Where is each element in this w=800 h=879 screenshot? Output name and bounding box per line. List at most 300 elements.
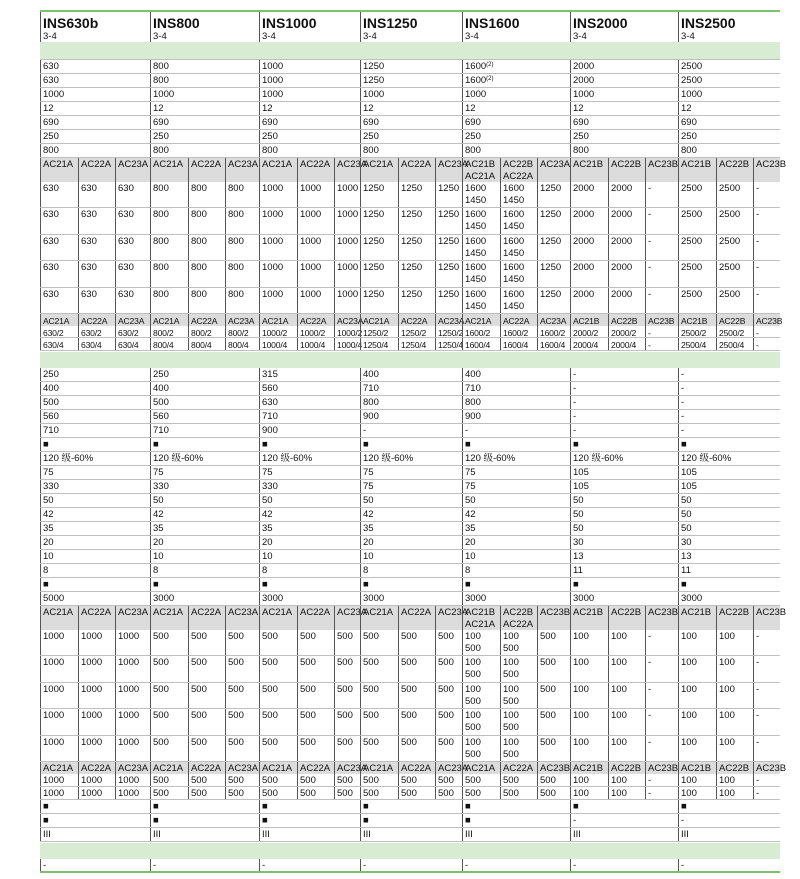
rating-value: 500 — [398, 787, 435, 799]
rating-value: 2500 — [716, 261, 753, 286]
spec-value: 800 — [40, 144, 150, 157]
rating-row — [40, 288, 780, 314]
spec-value: 250 — [462, 130, 570, 143]
pole-rating-value: 1600/2 — [500, 326, 537, 337]
rating-value: 800 — [150, 235, 188, 260]
model-name: INS800 — [150, 12, 259, 30]
category-label: AC21A — [360, 762, 398, 774]
category-label: AC22A — [188, 314, 225, 326]
rating-value: 800 — [225, 288, 259, 313]
spec-value: 630 — [40, 74, 150, 87]
rating-value: - — [753, 683, 780, 708]
spec-value: 5000 — [40, 592, 150, 605]
rating-value: 500 — [398, 774, 435, 786]
rating-value: 630 — [115, 261, 150, 286]
rating-value: 1000 — [334, 182, 360, 207]
category-label: AC23B — [753, 158, 780, 182]
rating-value: 1600 1450 — [462, 182, 500, 207]
spec-value: ■ — [259, 814, 360, 827]
rating-value: 500 — [435, 774, 462, 786]
second-rating-value: 1450 — [465, 221, 487, 233]
spec-value: 120 级-60% — [150, 452, 259, 465]
rating-value: 100 500 — [500, 630, 537, 655]
category-label: AC23B — [645, 606, 678, 630]
category-label: AC23A — [115, 158, 150, 182]
category-label: AC21B AC21A — [462, 158, 500, 182]
second-rating-value: 1450 — [503, 221, 525, 233]
rating-value: 500 — [259, 787, 297, 799]
spec-value: 3000 — [360, 592, 462, 605]
alt-category-label: AC21A — [465, 619, 496, 630]
category-label: AC21A — [150, 606, 188, 630]
spec-value: 800 — [462, 144, 570, 157]
rating-value: 500 — [297, 630, 334, 655]
category-label: AC21A — [150, 314, 188, 326]
spec-row — [40, 424, 780, 438]
rating-value: 100 — [716, 656, 753, 681]
spec-value: - — [678, 410, 780, 423]
spec-value: 20 — [150, 536, 259, 549]
category-label: AC23A — [537, 314, 570, 326]
spec-value: 105 — [570, 480, 678, 493]
spec-value: III — [40, 828, 150, 841]
model-name: INS630b — [40, 12, 150, 30]
second-rating-value: 500 — [465, 695, 481, 707]
pole-rating-value: 2000/2 — [608, 326, 645, 337]
rating-value: 500 — [259, 630, 297, 655]
spec-value: 35 — [259, 522, 360, 535]
spec-row — [40, 536, 780, 550]
rating-value: 1250 — [537, 208, 570, 233]
spec-value: 1000 — [360, 88, 462, 101]
spec-value: 560 — [150, 410, 259, 423]
spec-value: 250 — [150, 368, 259, 381]
rating-value: 1250 — [398, 288, 435, 313]
category-header-row — [40, 606, 787, 630]
spec-value: 50 — [570, 494, 678, 507]
spec-value: ■ — [570, 578, 678, 591]
rating-value: - — [645, 656, 678, 681]
spec-row — [40, 814, 780, 828]
spec-value: ■ — [570, 800, 678, 813]
spec-row — [40, 88, 780, 102]
spec-value: 1250 — [360, 74, 462, 87]
rating-value: 500 — [259, 656, 297, 681]
pole-rating-value: 1600/4 — [500, 338, 537, 350]
spec-value: 42 — [259, 508, 360, 521]
second-rating-value: 500 — [503, 669, 519, 681]
model-name: INS2000 — [570, 12, 678, 30]
rating-value: 2000 — [570, 261, 608, 286]
rating-row — [40, 235, 780, 261]
rating-value: 1000 — [115, 787, 150, 799]
category-label: AC21A — [40, 158, 78, 182]
spec-value: ■ — [360, 438, 462, 451]
rating-value: 1000 — [334, 208, 360, 233]
rating-value: 1250 — [398, 261, 435, 286]
rating-value: 100 — [608, 630, 645, 655]
second-rating-value: 1450 — [503, 274, 525, 286]
rating-value: - — [753, 630, 780, 655]
spec-value: ■ — [259, 800, 360, 813]
spec-row — [40, 800, 780, 814]
category-label: AC21A — [259, 762, 297, 774]
rating-value: 1600 1450 — [500, 208, 537, 233]
rating-value: 100 — [570, 709, 608, 734]
rating-value: 800 — [225, 235, 259, 260]
spec-value: 12 — [678, 102, 780, 115]
rating-value: - — [645, 261, 678, 286]
rating-value: 500 — [334, 630, 360, 655]
category-label: AC21B — [570, 314, 608, 326]
rating-value: 100 500 — [462, 736, 500, 761]
pole-rating-value: 800/2 — [150, 326, 188, 337]
category-label: AC23A — [334, 158, 360, 182]
spec-value: - — [678, 382, 780, 395]
rating-value: - — [753, 736, 780, 761]
spec-value: 330 — [40, 480, 150, 493]
rating-value: 500 — [537, 787, 570, 799]
rating-value: 1000 — [259, 182, 297, 207]
rating-value: 1000 — [259, 235, 297, 260]
spec-value: 120 级-60% — [259, 452, 360, 465]
pole-rating-value: 2500/4 — [678, 338, 716, 350]
rating-value: 100 — [678, 787, 716, 799]
rating-value: 100 — [716, 774, 753, 786]
category-label: AC22A — [78, 314, 115, 326]
pole-rating-value: 1600/4 — [537, 338, 570, 350]
spec-value: - — [678, 814, 780, 827]
rating-value: 800 — [150, 182, 188, 207]
rating-value: 1250 — [360, 208, 398, 233]
spec-value: - — [678, 424, 780, 437]
rating-value: 100 — [570, 630, 608, 655]
second-rating-value: 1450 — [465, 274, 487, 286]
rating-value: 500 — [297, 774, 334, 786]
spec-row — [40, 480, 780, 494]
category-label: AC21B — [570, 762, 608, 774]
pole-rating-value: 630/4 — [40, 338, 78, 350]
rating-value: - — [645, 787, 678, 799]
rating-value: - — [645, 683, 678, 708]
spec-value: - — [40, 859, 150, 871]
category-label: AC21A — [150, 762, 188, 774]
spec-row — [40, 452, 780, 466]
rating-value: 500 — [360, 630, 398, 655]
spec-value: 12 — [360, 102, 462, 115]
spec-value: 120 级-60% — [40, 452, 150, 465]
spec-value: - — [678, 368, 780, 381]
category-label: AC23A — [115, 762, 150, 774]
rating-value: 2500 — [716, 182, 753, 207]
rating-value: 2500 — [716, 235, 753, 260]
rating-value: 1000 — [40, 683, 78, 708]
category-label: AC21B — [678, 158, 716, 182]
spec-value: 800 — [150, 60, 259, 73]
spec-row — [40, 102, 780, 116]
rating-value: 100 — [678, 630, 716, 655]
model-header-row — [40, 10, 780, 30]
spec-value: 1000 — [259, 74, 360, 87]
spec-value: 11 — [570, 564, 678, 577]
spec-value: 250 — [40, 130, 150, 143]
category-label: AC23A — [435, 606, 462, 630]
section-band — [40, 352, 780, 368]
pole-rating-value: 630/4 — [78, 338, 115, 350]
spec-value: 400 — [150, 382, 259, 395]
rating-value: 500 — [360, 709, 398, 734]
category-label: AC21A — [40, 606, 78, 630]
spec-value: 250 — [678, 130, 780, 143]
rating-value: 1000 — [297, 261, 334, 286]
rating-value: 2000 — [608, 182, 645, 207]
rating-value: 1000 — [78, 683, 115, 708]
spec-value: III — [678, 828, 780, 841]
rating-value: 1000 — [78, 736, 115, 761]
rating-value: 800 — [150, 261, 188, 286]
alt-category-label: AC22A — [503, 171, 534, 182]
pole-rating-value: 800/2 — [225, 326, 259, 337]
rating-value: 800 — [188, 288, 225, 313]
spec-value: - — [570, 382, 678, 395]
spec-value: 900 — [462, 410, 570, 423]
spec-value: 1600$^{(2)}$ — [462, 60, 570, 73]
rating-value: 2500 — [716, 288, 753, 313]
spec-value: 13 — [570, 550, 678, 563]
spec-value: 75 — [40, 466, 150, 479]
category-label: AC22B — [608, 314, 645, 326]
spec-value: 8 — [150, 564, 259, 577]
spec-value: 10 — [462, 550, 570, 563]
category-header-row — [40, 762, 787, 774]
spec-value: 10 — [40, 550, 150, 563]
rating-value: 1000 — [78, 787, 115, 799]
spec-value: 710 — [360, 382, 462, 395]
rating-value: 500 — [334, 787, 360, 799]
rating-value: 1600 1450 — [462, 288, 500, 313]
pole-rating-value: 1250/4 — [360, 338, 398, 350]
spec-row — [40, 60, 780, 74]
pole-rating-value: 2000/2 — [570, 326, 608, 337]
spec-value: 250 — [570, 130, 678, 143]
rating-value: 2000 — [608, 261, 645, 286]
rating-row — [40, 182, 780, 208]
rating-value: 1250 — [537, 261, 570, 286]
spec-value: 690 — [259, 116, 360, 129]
category-label: AC21B — [678, 762, 716, 774]
category-label: AC22B — [716, 158, 753, 182]
rating-value: 500 — [435, 683, 462, 708]
category-label: AC22A — [500, 314, 537, 326]
spec-value: 11 — [678, 564, 780, 577]
spec-value: ■ — [360, 800, 462, 813]
model-name: INS1000 — [259, 12, 360, 30]
spec-value: 75 — [360, 466, 462, 479]
spec-value: 12 — [40, 102, 150, 115]
spec-value: 75 — [150, 466, 259, 479]
pole-rating-value: 630/2 — [115, 326, 150, 337]
category-label: AC22A — [78, 606, 115, 630]
category-label: AC22B — [716, 762, 753, 774]
category-label: AC21A — [360, 158, 398, 182]
rating-value: 500 — [398, 630, 435, 655]
spec-value: 1000 — [40, 88, 150, 101]
rating-value: 100 — [716, 630, 753, 655]
rating-value: 2500 — [678, 261, 716, 286]
spec-value: 500 — [150, 396, 259, 409]
pole-rating-row — [40, 326, 780, 338]
rating-value: 2500 — [678, 288, 716, 313]
category-label: AC21A — [462, 314, 500, 326]
rating-value: - — [645, 774, 678, 786]
spec-value: 8 — [259, 564, 360, 577]
spec-value: 800 — [360, 144, 462, 157]
poles-value: 3-4 — [150, 30, 259, 42]
spec-value: 690 — [150, 116, 259, 129]
spec-value: 1000 — [259, 88, 360, 101]
spec-value: 12 — [259, 102, 360, 115]
spec-value: ■ — [462, 438, 570, 451]
rating-value: 500 — [188, 736, 225, 761]
rating-value: 1000 — [78, 630, 115, 655]
spec-row — [40, 382, 780, 396]
spec-value: - — [570, 424, 678, 437]
rating-value: 630 — [40, 182, 78, 207]
spec-value: ■ — [259, 438, 360, 451]
rating-value: 100 — [570, 787, 608, 799]
rating-value: 2000 — [608, 288, 645, 313]
spec-value: III — [462, 828, 570, 841]
rating-value: 1000 — [259, 261, 297, 286]
category-label: AC23A — [225, 606, 259, 630]
spec-value: ■ — [462, 800, 570, 813]
spec-value: 800 — [462, 396, 570, 409]
rating-value: 100 — [608, 787, 645, 799]
rating-value: 1000 — [115, 683, 150, 708]
rating-value: 500 — [435, 736, 462, 761]
spec-value: 10 — [150, 550, 259, 563]
pole-rating-value: - — [645, 326, 678, 337]
rating-row — [40, 736, 780, 762]
spec-value: 1000 — [570, 88, 678, 101]
spec-row — [40, 550, 780, 564]
second-rating-value: 1450 — [503, 247, 525, 259]
category-label: AC22B AC22A — [500, 606, 537, 630]
spec-value: 250 — [259, 130, 360, 143]
rating-value: 1600 1450 — [500, 261, 537, 286]
rating-row — [40, 683, 780, 709]
rating-value: 2500 — [716, 208, 753, 233]
rating-value: 630 — [78, 235, 115, 260]
pole-rating-value: - — [753, 338, 780, 350]
category-label: AC21A — [360, 314, 398, 326]
rating-value: 1000 — [334, 235, 360, 260]
rating-value: 100 — [716, 787, 753, 799]
spec-row — [40, 368, 780, 382]
category-label: AC22A — [297, 762, 334, 774]
rating-value: 500 — [334, 774, 360, 786]
pole-rating-value: - — [645, 338, 678, 350]
spec-value: - — [360, 424, 462, 437]
rating-value: 100 — [608, 736, 645, 761]
category-label: AC23A — [225, 762, 259, 774]
spec-value: 75 — [360, 480, 462, 493]
rating-value: 100 — [608, 709, 645, 734]
rating-value: 630 — [78, 288, 115, 313]
rating-value: 500 — [259, 709, 297, 734]
rating-value: 800 — [150, 208, 188, 233]
spec-value: 1000 — [462, 88, 570, 101]
spec-value: 120 级-60% — [570, 452, 678, 465]
category-label: AC23B — [645, 314, 678, 326]
rating-value: - — [753, 288, 780, 313]
spec-value: 2500 — [678, 74, 780, 87]
rating-value: 1250 — [435, 288, 462, 313]
spec-value: 800 — [150, 74, 259, 87]
category-label: AC21B — [570, 606, 608, 630]
spec-value: 1600$^{(2)}$ — [462, 74, 570, 87]
rating-value: 500 — [435, 630, 462, 655]
pole-rating-value: 630/2 — [78, 326, 115, 337]
category-label: AC23A — [334, 606, 360, 630]
spec-value: 3000 — [259, 592, 360, 605]
footnote-mark: (2) — [486, 62, 494, 68]
rating-value: 500 — [297, 683, 334, 708]
second-rating-value: 1450 — [465, 195, 487, 206]
rating-value: 100 — [570, 774, 608, 786]
rating-value: 1000 — [297, 182, 334, 207]
category-label: AC22B — [608, 762, 645, 774]
rating-value: 100 500 — [500, 709, 537, 734]
spec-value: ■ — [40, 814, 150, 827]
rating-value: 630 — [78, 182, 115, 207]
category-label: AC23A — [115, 606, 150, 630]
spec-row — [40, 564, 780, 578]
rating-value: 2000 — [570, 182, 608, 207]
rating-value: - — [645, 736, 678, 761]
spec-value: ■ — [462, 578, 570, 591]
rating-value: 1250 — [435, 235, 462, 260]
spec-value: - — [570, 814, 678, 827]
category-label: AC23A — [435, 762, 462, 774]
category-label: AC23A — [225, 314, 259, 326]
poles-row — [40, 30, 780, 42]
rating-value: 1250 — [360, 182, 398, 207]
rating-value: 500 — [259, 774, 297, 786]
rating-value: 800 — [188, 208, 225, 233]
rating-value: 1000 — [259, 208, 297, 233]
pole-rating-value: 1600/4 — [462, 338, 500, 350]
spec-value: 12 — [150, 102, 259, 115]
spec-value: ■ — [570, 438, 678, 451]
spec-value: - — [360, 859, 462, 871]
rating-value: 1000 — [115, 709, 150, 734]
category-label: AC23B — [753, 314, 780, 326]
spec-value: 900 — [360, 410, 462, 423]
second-rating-value: 1450 — [503, 195, 525, 206]
spec-value: ■ — [678, 438, 780, 451]
rating-value: 100 — [608, 683, 645, 708]
spec-value: 50 — [40, 494, 150, 507]
rating-value: 1000 — [40, 736, 78, 761]
spec-value: 120 级-60% — [462, 452, 570, 465]
second-rating-value: 1450 — [503, 300, 525, 312]
rating-value: 500 — [188, 630, 225, 655]
spec-value: III — [570, 828, 678, 841]
rating-value: 500 — [360, 656, 398, 681]
spec-value: 3000 — [150, 592, 259, 605]
spec-value: 690 — [570, 116, 678, 129]
